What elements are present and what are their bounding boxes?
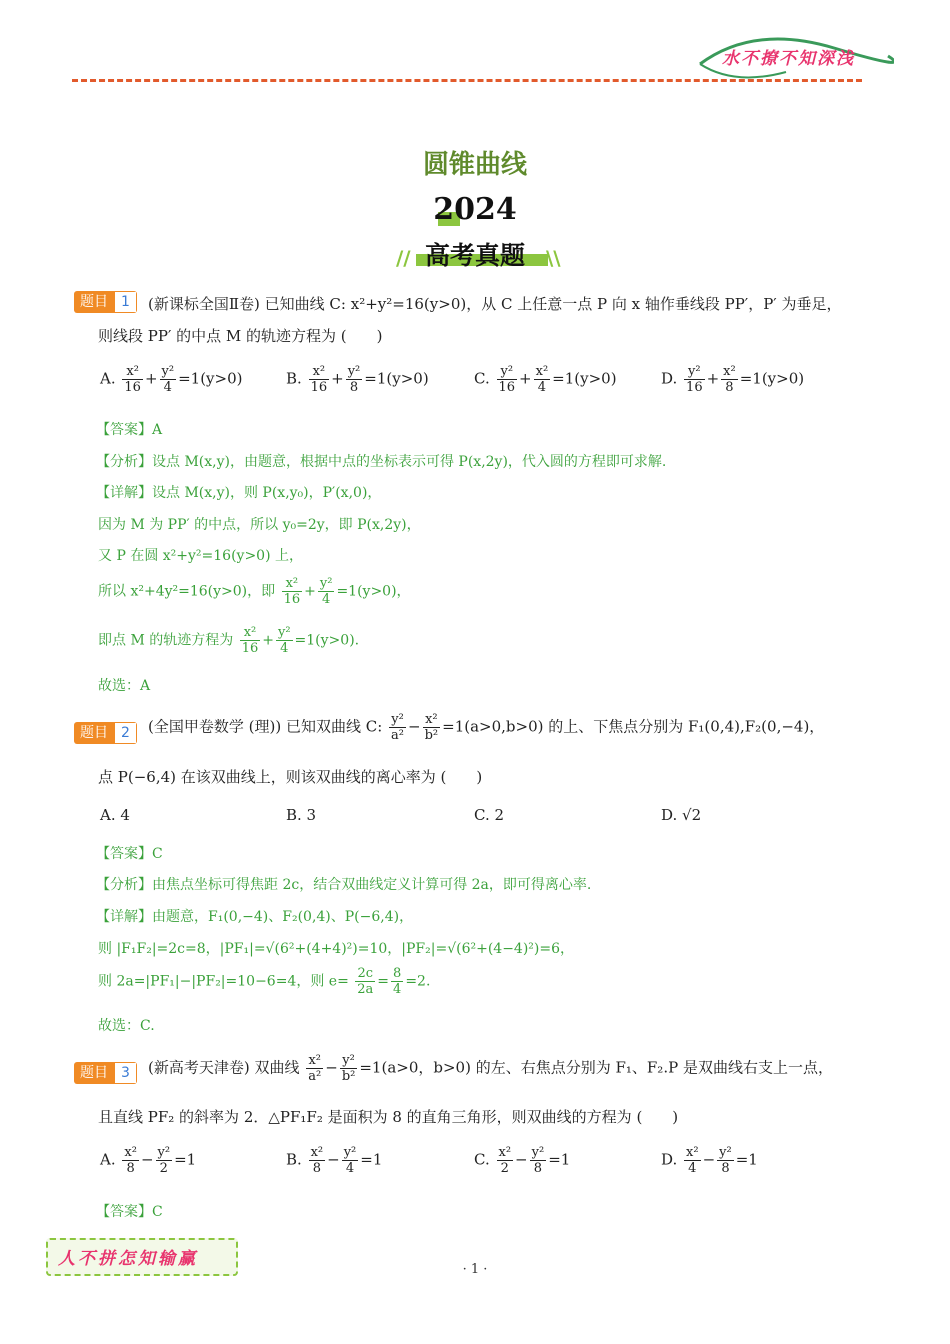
badge-label: 题目 (74, 722, 114, 744)
badge-number: 1 (114, 291, 137, 313)
answer-line: 【答案】C (96, 846, 163, 862)
option-c: C. 2 (474, 806, 505, 824)
question-text: (新高考天津卷) 双曲线 $\frac{\text{x²}}{\text{a²}}$ − $\frac{\text{y²}}{\text{b²}}$ =1(a>0，b>0) 的左、右焦点分别为 F₁、F₂.P 是双曲线右支上一点， (148, 1053, 833, 1084)
question-badge (74, 1062, 137, 1084)
question-badge (74, 291, 137, 313)
analysis-line: 【分析】由焦点坐标可得焦距 2c，结合双曲线定义计算可得 2a，即可得离心率. (96, 877, 592, 893)
option-b: B. 3 (286, 806, 317, 824)
badge-label: 题目 (74, 291, 114, 313)
badge-number: 3 (114, 1062, 137, 1084)
question-text: (全国甲卷数学 (理)) 已知双曲线 C: $\frac{\text{y²}}{\text{a²}}$ − $\frac{\text{x²}}{\text{b²}}$ =1(a>0,b>0) 的上、下焦点分别为 F₁(0,4),F₂(0,−4)， (148, 712, 825, 743)
option-d: D. $\frac{\text{y²}}{16}$ + $\frac{\text{x²}}{8}$ =1(y>0) (661, 364, 805, 395)
question-text: 且直线 PF₂ 的斜率为 2．△PF₁F₂ 是面积为 8 的直角三角形，则双曲线的方程为 ( ) (98, 1108, 679, 1126)
detail-line: 则 2a=|PF₁|−|PF₂|=10−6=4，则 e= $\frac{2c}{2a}$ = $\frac{8}{4}$ =2. (98, 966, 431, 997)
badge-label: 题目 (74, 1062, 114, 1084)
option-d: D. √2 (661, 806, 702, 824)
badge-number: 2 (114, 722, 137, 744)
detail-line: 【详解】由题意，F₁(0,−4)、F₂(0,4)、P(−6,4)， (96, 909, 414, 925)
option-a: A. $\frac{\text{x²}}{8}$ − $\frac{\text{y²}}{2}$ =1 (100, 1145, 197, 1176)
detail-line: 因为 M 为 PP′ 的中点，所以 y₀=2y，即 P(x,2y)， (98, 517, 421, 533)
choose-line: 故选：A (98, 678, 151, 694)
detail-line: 【详解】设点 M(x,y)，则 P(x,y₀)，P′(x,0)， (96, 485, 382, 501)
detail-line: 所以 x²+4y²=16(y>0)，即 $\frac{\text{x²}}{16}$ + $\frac{\text{y²}}{4}$ =1(y>0)， (98, 576, 411, 607)
option-b: B. $\frac{\text{x²}}{16}$ + $\frac{\text{y²}}{8}$ =1(y>0) (286, 364, 429, 395)
question-badge (74, 722, 137, 744)
page-title: 圆锥曲线 (422, 150, 527, 180)
choose-line: 故选：C. (98, 1018, 155, 1034)
page-number: · 1 · (462, 1262, 488, 1277)
footer-motto: 人不拼怎知输赢 (58, 1249, 198, 1269)
question-text: (新课标全国Ⅱ卷) 已知曲线 C: x²+y²=16(y>0)，从 C 上任意一点 P 向 x 轴作垂线段 PP′，P′ 为垂足， (148, 295, 842, 313)
answer-line: 【答案】C (96, 1204, 163, 1220)
detail-line: 即点 M 的轨迹方程为 $\frac{\text{x²}}{16}$ + $\frac{\text{y²}}{4}$ =1(y>0). (98, 625, 360, 656)
subtitle-heading: 高考真题 (424, 241, 525, 270)
analysis-line: 【分析】设点 M(x,y)，由题意，根据中点的坐标表示可得 P(x,2y)，代入圆的方程即可求解. (96, 454, 667, 470)
option-c: C. $\frac{\text{x²}}{2}$ − $\frac{\text{y²}}{8}$ =1 (474, 1145, 571, 1176)
detail-line: 又 P 在圆 x²+y²=16(y>0) 上， (98, 548, 303, 564)
question-text: 点 P(−6,4) 在该双曲线上，则该双曲线的离心率为 ( ) (98, 768, 483, 786)
year-heading: 2024 (433, 192, 517, 227)
logo-text: 水不撩不知深浅 (722, 49, 855, 69)
question-text: 则线段 PP′ 的中点 M 的轨迹方程为 ( ) (98, 327, 383, 345)
option-a: A. 4 (100, 806, 130, 824)
option-d: D. $\frac{\text{x²}}{4}$ − $\frac{\text{y²}}{8}$ =1 (661, 1145, 758, 1176)
detail-line: 则 |F₁F₂|=2c=8，|PF₁|=√(6²+(4+4)²)=10，|PF₂|=√(6²+(4−4)²)=6， (98, 941, 575, 957)
right-slash-icon: \\ (546, 246, 561, 270)
answer-line: 【答案】A (96, 422, 163, 438)
option-b: B. $\frac{\text{x²}}{8}$ − $\frac{\text{y²}}{4}$ =1 (286, 1145, 383, 1176)
option-a: A. $\frac{\text{x²}}{16}$ + $\frac{\text{y²}}{4}$ =1(y>0) (100, 364, 243, 395)
left-slash-icon: // (396, 246, 411, 270)
option-c: C. $\frac{\text{y²}}{16}$ + $\frac{\text{x²}}{4}$ =1(y>0) (474, 364, 617, 395)
